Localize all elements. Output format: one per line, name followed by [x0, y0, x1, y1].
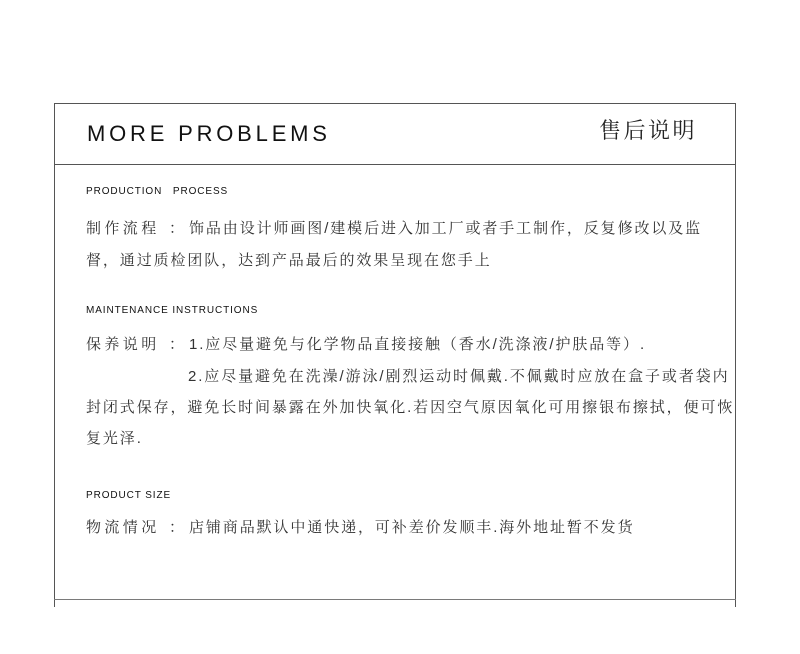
maintenance-heading: MAINTENANCE INSTRUCTIONS: [86, 305, 259, 316]
production-text-line: 督，通过质检团队，达到产品最后的效果呈现在您手上: [86, 252, 492, 269]
shipping-label: 物流情况: [86, 519, 160, 536]
product-size-heading: PRODUCT SIZE: [86, 490, 172, 501]
shipping-separator: ：: [169, 519, 185, 536]
title-chinese: 售后说明: [598, 118, 697, 143]
maintenance-text-line: 复光泽.: [86, 430, 143, 447]
box-right-border: [735, 103, 736, 607]
production-text-line: 饰品由设计师画图/建模后进入加工厂或者手工制作，反复修改以及监: [189, 220, 703, 237]
maintenance-text-line: 封闭式保存，避免长时间暴露在外加快氧化.若因空气原因氧化可用擦银布擦拭，便可恢: [86, 399, 735, 416]
maintenance-text-line: 1.应尽量避免与化学物品直接接触（香水/洗涤液/护肤品等）.: [189, 336, 647, 353]
maintenance-text-line: 2.应尽量避免在洗澡/游泳/剧烈运动时佩戴.不佩戴时应放在盒子或者袋内: [188, 368, 730, 385]
box-bottom-divider: [54, 599, 736, 600]
maintenance-label: 保养说明: [86, 336, 160, 353]
production-heading: PRODUCTION PROCESS: [86, 186, 229, 197]
title-english: MORE PROBLEMS: [87, 121, 331, 146]
box-top-border: [54, 103, 736, 104]
shipping-text-line: 店铺商品默认中通快递，可补差价发顺丰.海外地址暂不发货: [189, 519, 635, 536]
box-left-border: [54, 103, 55, 607]
production-separator: ：: [169, 220, 185, 237]
maintenance-separator: ：: [169, 336, 185, 353]
header-divider: [54, 164, 736, 165]
production-label: 制作流程: [86, 220, 160, 237]
